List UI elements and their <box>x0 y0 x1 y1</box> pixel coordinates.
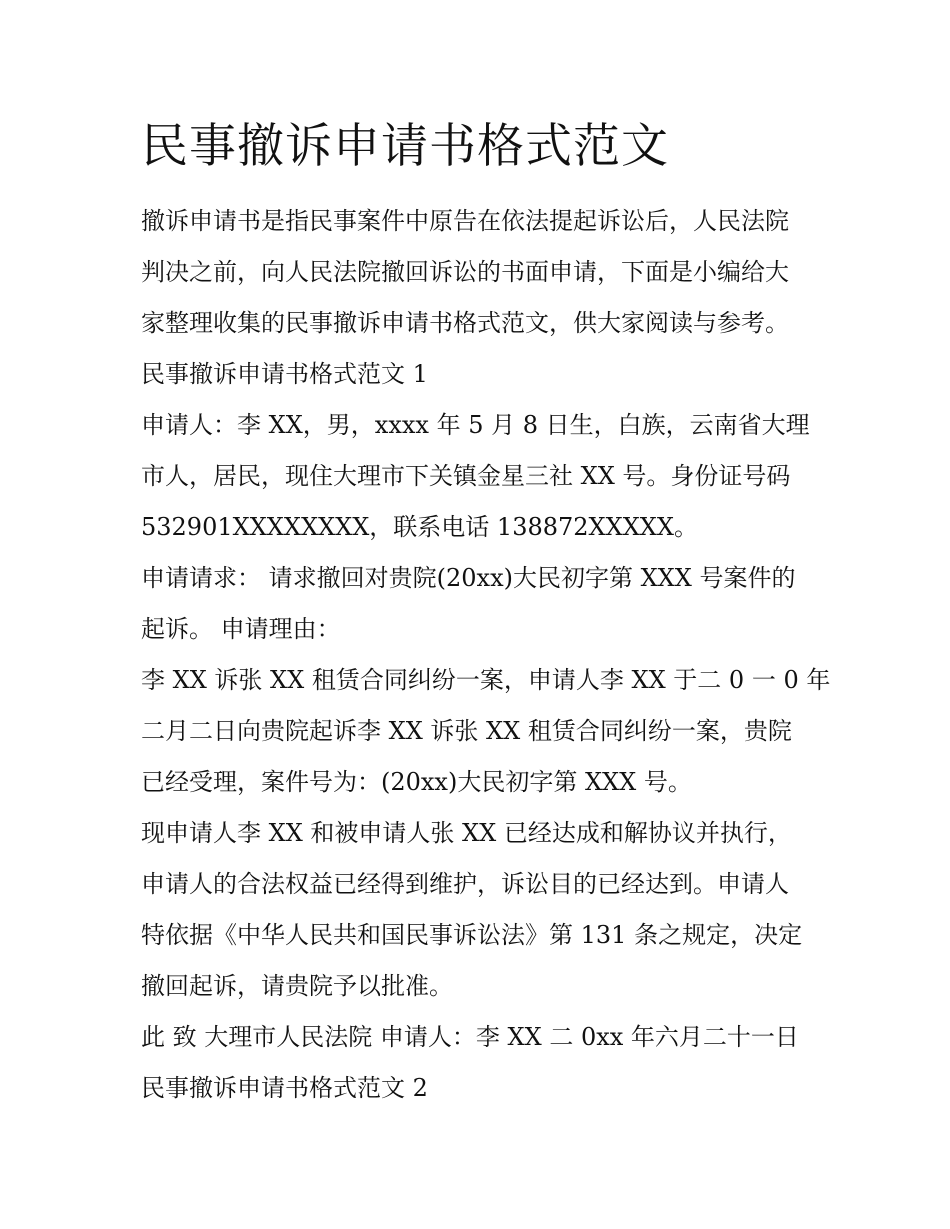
text-line: 市人，居民，现住大理市下关镇金星三社 XX 号。身份证号码 <box>141 462 791 490</box>
section-heading-2: 民事撤诉申请书格式范文 2 <box>141 1074 428 1102</box>
text-line: 现申请人李 XX 和被申请人张 XX 已经达成和解协议并执行， <box>141 819 792 847</box>
text-line: 李 XX 诉张 XX 租赁合同纠纷一案，申请人李 XX 于二 0 一 0 年 <box>141 666 831 694</box>
text-line: 申请请求： 请求撤回对贵院(20xx)大民初字第 XXX 号案件的 <box>141 564 796 592</box>
closing-line: 此 致 大理市人民法院 申请人：李 XX 二 0xx 年六月二十一日 <box>141 1023 799 1051</box>
document-title: 民事撤诉申请书格式范文 <box>141 119 669 174</box>
text-line: 撤诉申请书是指民事案件中原告在依法提起诉讼后，人民法院 <box>141 207 789 235</box>
text-line: 特依据《中华人民共和国民事诉讼法》第 131 条之规定，决定 <box>141 921 803 949</box>
section-heading-1: 民事撤诉申请书格式范文 1 <box>141 360 428 388</box>
text-line: 申请人：李 XX，男，xxxx 年 5 月 8 日生，白族，云南省大理 <box>141 411 810 439</box>
document-body <box>141 196 831 1114</box>
text-line: 二月二日向贵院起诉李 XX 诉张 XX 租赁合同纠纷一案，贵院 <box>141 717 792 745</box>
text-line: 撤回起诉，请贵院予以批准。 <box>141 972 453 1000</box>
text-line: 家整理收集的民事撤诉申请书格式范文，供大家阅读与参考。 <box>141 309 789 337</box>
text-line: 已经受理，案件号为：(20xx)大民初字第 XXX 号。 <box>141 768 692 796</box>
text-line: 申请人的合法权益已经得到维护，诉讼目的已经达到。申请人 <box>141 870 789 898</box>
text-line: 起诉。 申请理由： <box>141 615 341 643</box>
text-line: 判决之前，向人民法院撤回诉讼的书面申请，下面是小编给大 <box>141 258 789 286</box>
text-line: 532901XXXXXXXX，联系电话 138872XXXXX。 <box>141 513 698 541</box>
